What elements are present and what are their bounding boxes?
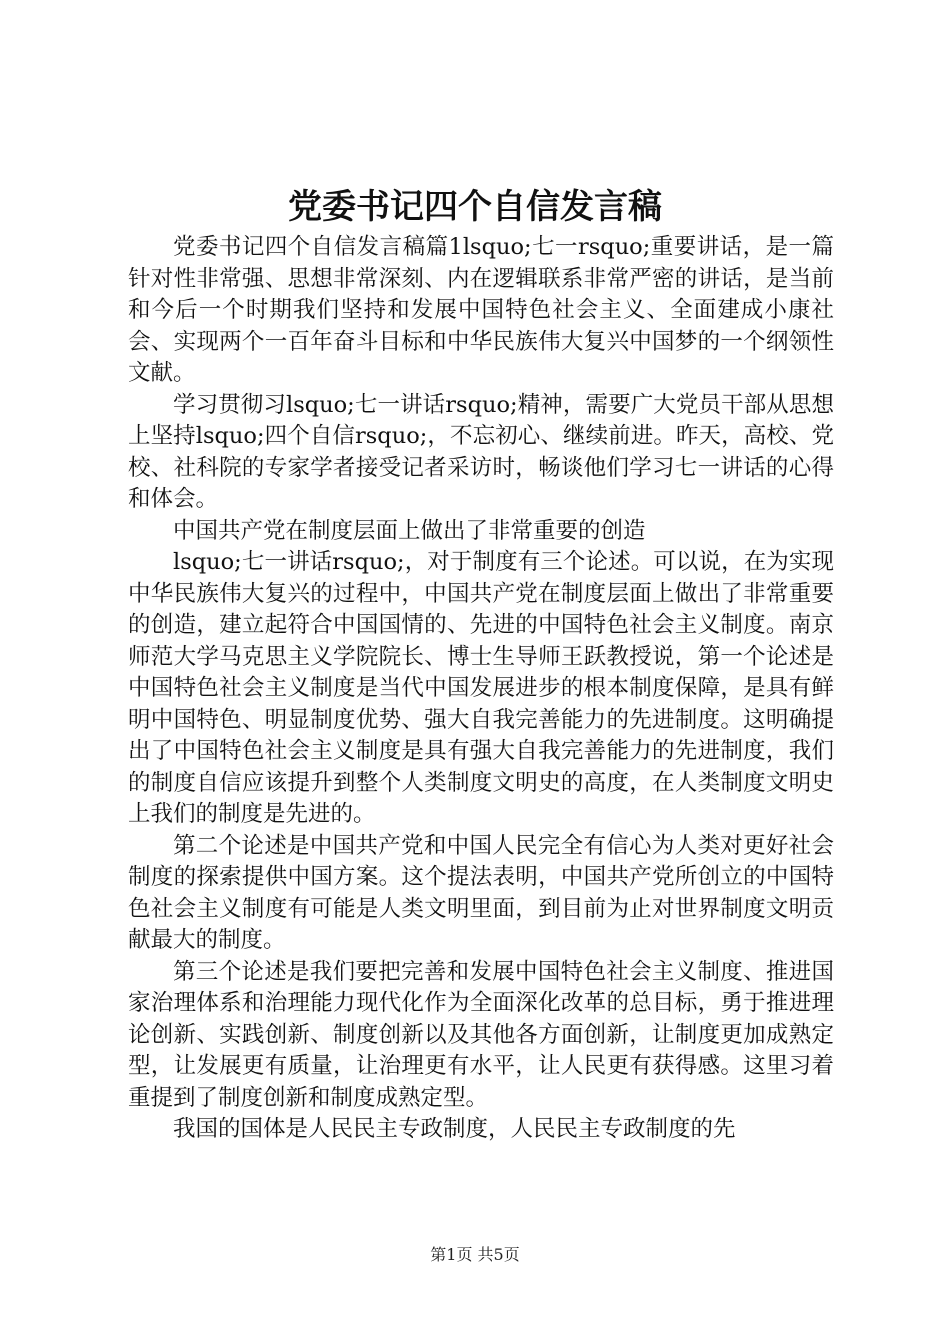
paragraph-7: 我国的国体是人民民主专政制度，人民民主专政制度的先 <box>173 1116 736 1142</box>
document-title: 党委书记四个自信发言稿 <box>288 187 662 227</box>
paragraph-4: lsquo;七一讲话rsquo;，对于制度有三个论述。可以说，在为实现中华民族伟大复兴的过程中，中国共产党在制度层面上做出了非常重要的创造，建立起符合中国国情的、先进的中国特色社会主义制度。南京师范大学马克思主义学院院长、博士生导师王跃教授说，第一个论述是中国特色社会主义制度是当代中国发展进步的根本制度保障，是具有鲜明中国特色、明显制度优势、强大自我完善能力的先进制度。这明确提出了中国特色社会主义制度是具有强大自我完善能力的先进制度，我们的制度自信应该提升到整个人类制度文明史的高度，在人类制度文明史上我们的制度是先进的。 <box>128 549 834 827</box>
document-body <box>128 232 834 1146</box>
paragraph-2: 学习贯彻习lsquo;七一讲话rsquo;精神，需要广大党员干部从思想上坚持lsquo;四个自信rsquo;，不忘初心、继续前进。昨天，高校、党校、社科院的专家学者接受记者采访时，畅谈他们学习七一讲话的心得和体会。 <box>128 391 834 512</box>
paragraph-6: 第三个论述是我们要把完善和发展中国特色社会主义制度、推进国家治理体系和治理能力现代化作为全面深化改革的总目标，勇于推进理论创新、实践创新、制度创新以及其他各方面创新，让制度更加成熟定型，让发展更有质量，让治理更有水平，让人民更有获得感。这里习着重提到了制度创新和制度成熟定型。 <box>128 958 834 1111</box>
page-footer: 第1页 共5页 <box>430 1245 520 1264</box>
paragraph-3-heading: 中国共产党在制度层面上做出了非常重要的创造 <box>173 517 646 544</box>
paragraph-1: 党委书记四个自信发言稿篇1lsquo;七一rsquo;重要讲话，是一篇针对性非常强、思想非常深刻、内在逻辑联系非常严密的讲话，是当前和今后一个时期我们坚持和发展中国特色社会主义、全面建成小康社会、实现两个一百年奋斗目标和中华民族伟大复兴中国梦的一个纲领性文献。 <box>128 234 834 386</box>
paragraph-5: 第二个论述是中国共产党和中国人民完全有信心为人类对更好社会制度的探索提供中国方案。这个提法表明，中国共产党所创立的中国特色社会主义制度有可能是人类文明里面，到目前为止对世界制度文明贡献最大的制度。 <box>128 832 834 953</box>
